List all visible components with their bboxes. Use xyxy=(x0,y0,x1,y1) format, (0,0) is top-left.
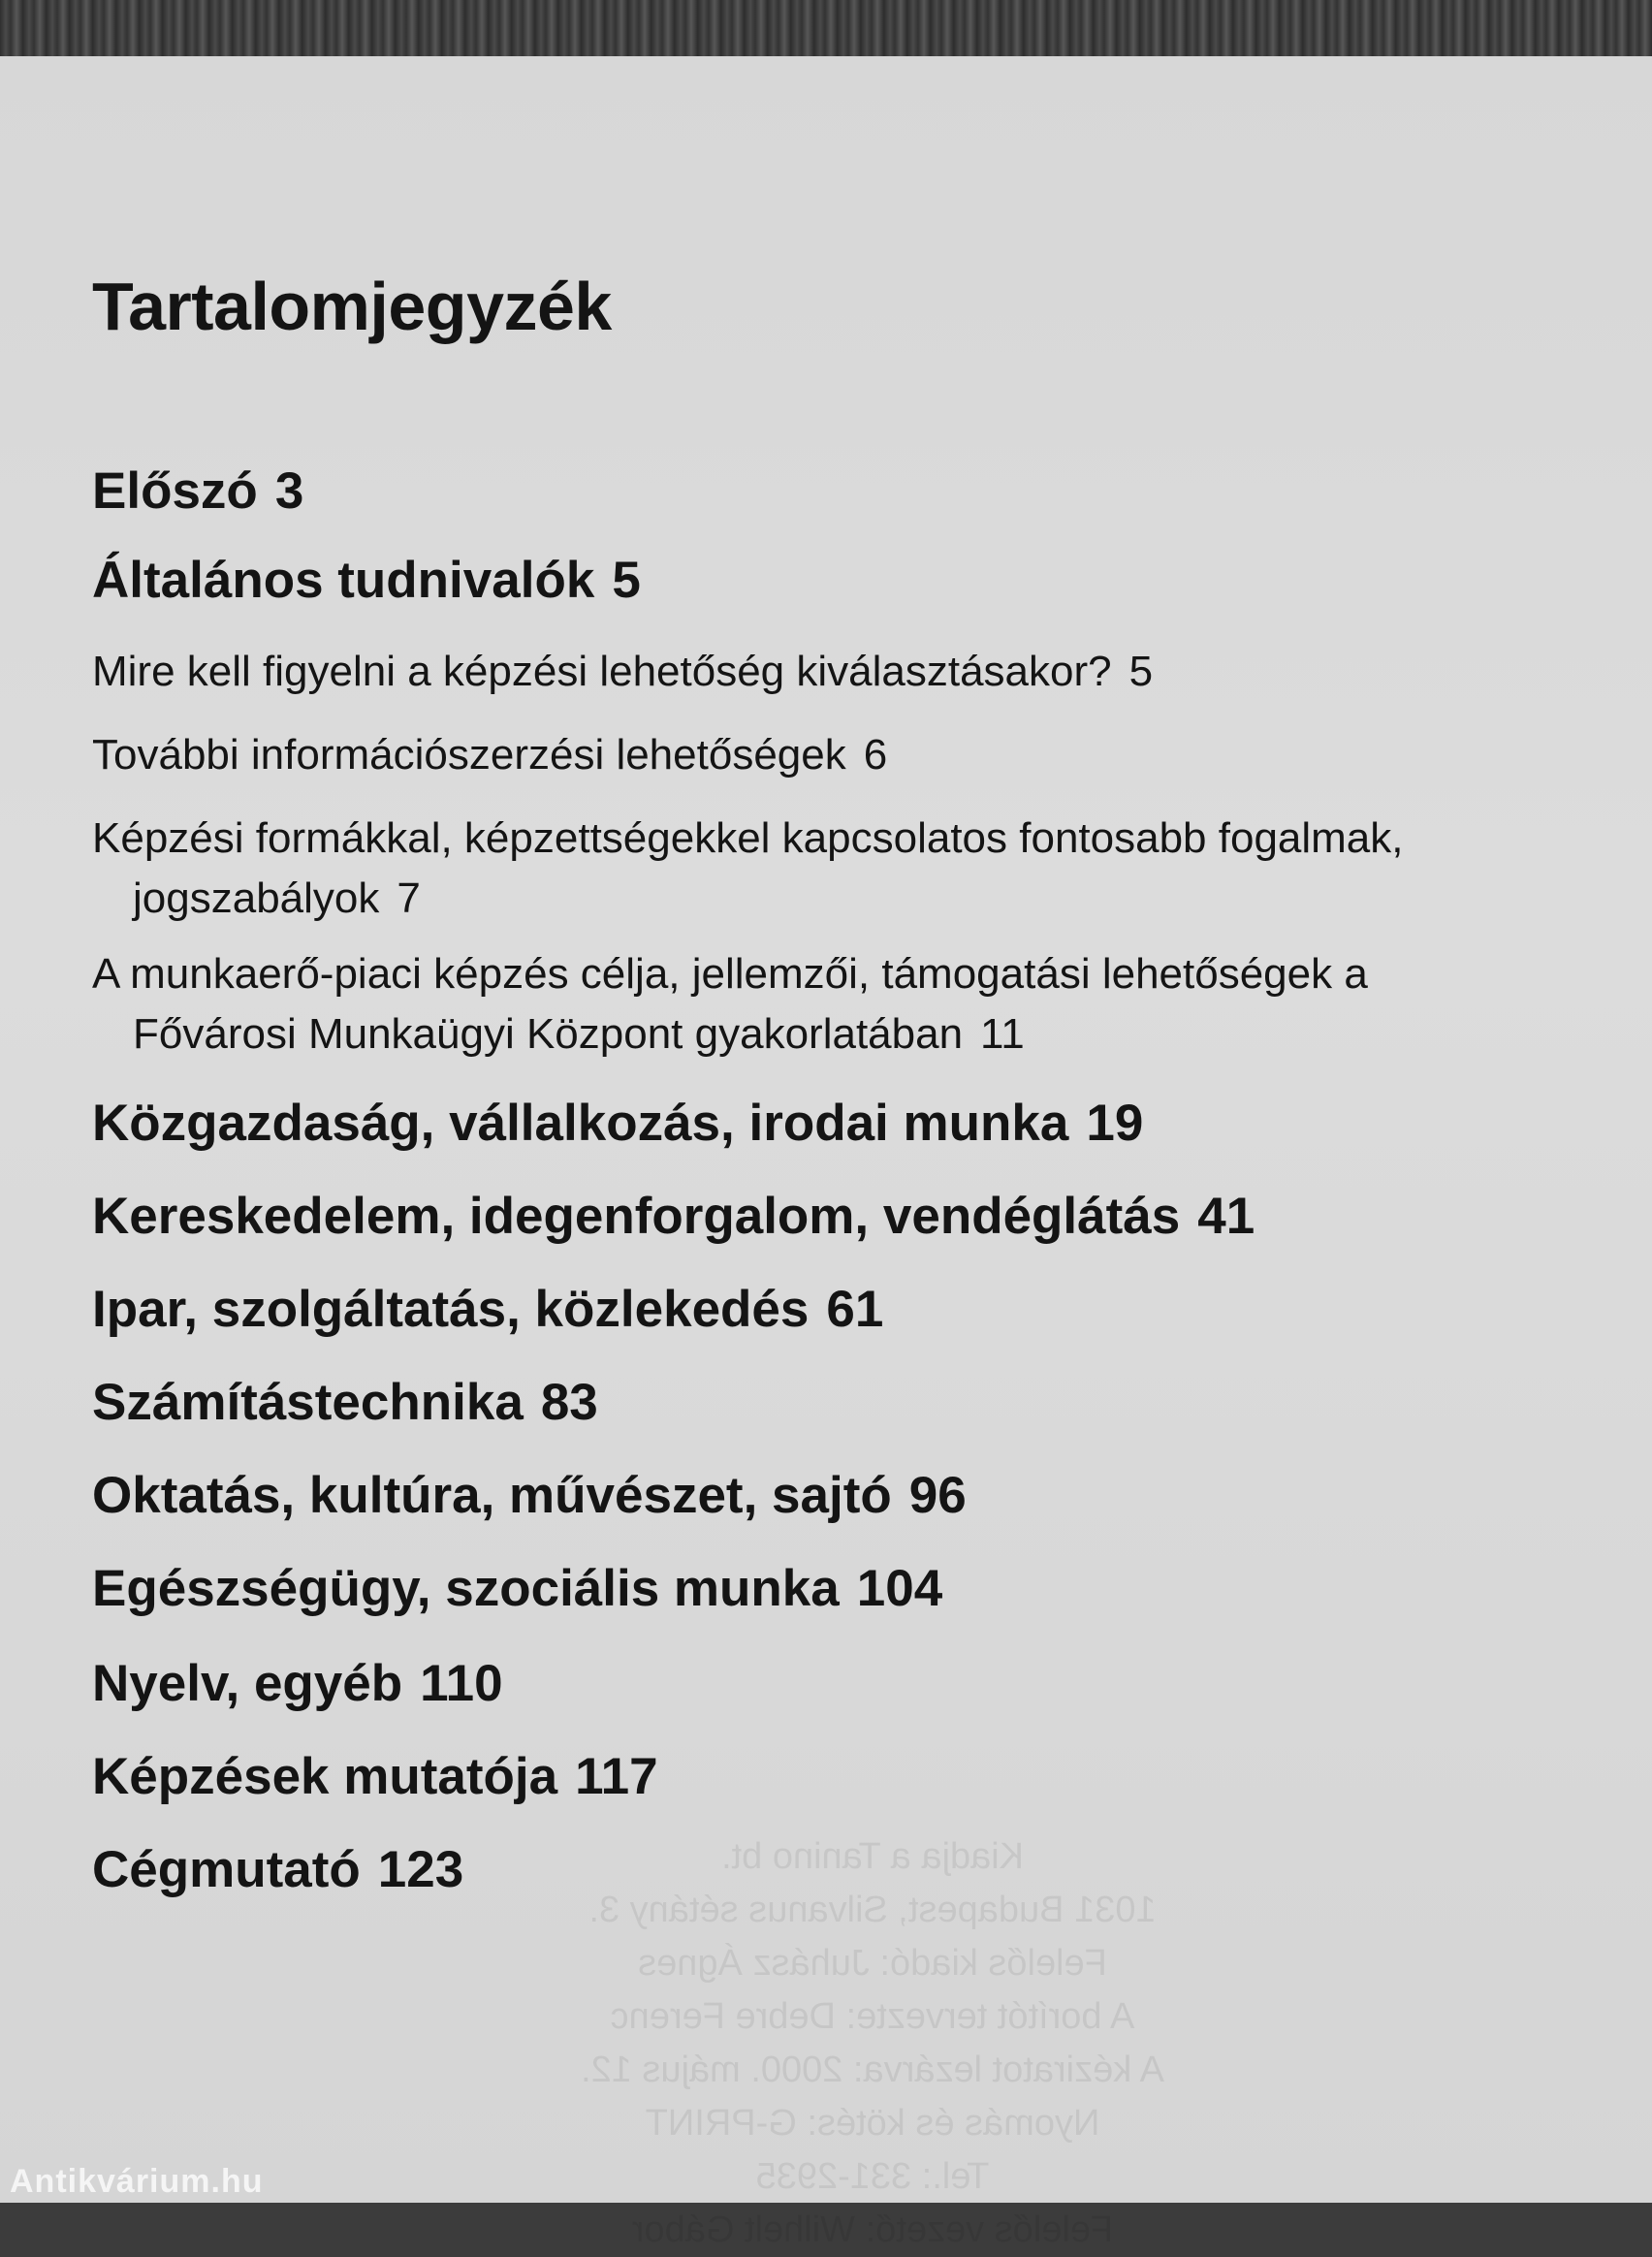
toc-page-number: 110 xyxy=(420,1655,503,1712)
toc-page-number: 7 xyxy=(397,874,421,922)
toc-entry xyxy=(92,1373,598,1432)
toc-page-number: 83 xyxy=(540,1374,598,1431)
toc-entry-title: További információszerzési lehetőségek xyxy=(92,731,846,779)
toc-page-number: 96 xyxy=(908,1467,967,1524)
toc-entry-title: Képzések mutatója xyxy=(92,1748,558,1805)
toc-subentry xyxy=(92,944,1368,1065)
bleed-line: Felelős vezető: Wilhelt Gábor xyxy=(631,2209,1114,2250)
toc-entry-title: Közgazdaság, vállalkozás, irodai munka xyxy=(92,1095,1069,1152)
book-page xyxy=(0,56,1652,2250)
bleed-line: A borítót tervezte: Debre Ferenc xyxy=(610,1996,1135,2037)
toc-entry-title: Kereskedelem, idegenforgalom, vendéglátás xyxy=(92,1188,1181,1245)
toc-page-number: 19 xyxy=(1086,1095,1144,1152)
toc-entry-continuation xyxy=(92,869,421,929)
toc-entry-title: Ipar, szolgáltatás, közlekedés xyxy=(92,1281,810,1338)
toc-entry-title: A munkaerő-piaci képzés célja, jellemzői, támogatási lehetőségek a xyxy=(92,950,1368,998)
toc-entry-title-cont: jogszabályok xyxy=(133,874,380,922)
toc-entry xyxy=(92,1654,503,1713)
toc-page-number: 104 xyxy=(856,1560,943,1617)
bleed-line: A kéziratot lezárva: 2000. május 12. xyxy=(581,2050,1164,2090)
toc-entry-title: Számítástechnika xyxy=(92,1374,524,1431)
toc-page-number: 5 xyxy=(1128,648,1154,695)
bleed-line: 1031 Budapest, Silvanus sétány 3. xyxy=(588,1890,1157,1930)
toc-entry xyxy=(92,1747,658,1806)
toc-entry xyxy=(92,1466,967,1525)
toc-subentry xyxy=(92,642,1153,702)
toc-entry-title: Oktatás, kultúra, művészet, sajtó xyxy=(92,1467,892,1524)
toc-page-number: 41 xyxy=(1197,1188,1255,1245)
toc-page-number: 3 xyxy=(274,462,304,520)
toc-entry xyxy=(92,1840,463,1899)
bleed-line: Kiadja a Tanino bt. xyxy=(721,1836,1024,1877)
bleed-line: Nyomás és kötés: G-PRINT xyxy=(645,2103,1100,2144)
toc-page-number: 117 xyxy=(575,1748,658,1805)
watermark: Antikvárium.hu xyxy=(10,2163,264,2200)
toc-page-number: 6 xyxy=(863,731,888,779)
toc-entry xyxy=(92,1559,942,1618)
page-title: Tartalomjegyzék xyxy=(92,269,612,344)
bleed-line: Tel.: 331-2935 xyxy=(755,2156,990,2197)
toc-page-number: 11 xyxy=(980,1010,1025,1058)
toc-subentry xyxy=(92,725,887,785)
toc-entry-title: Cégmutató xyxy=(92,1841,361,1898)
toc-page-number: 123 xyxy=(377,1841,464,1898)
toc-subentry xyxy=(92,809,1404,929)
toc-page-number: 61 xyxy=(826,1281,884,1338)
toc-entry-continuation xyxy=(92,1004,1025,1065)
toc-entry-title: Nyelv, egyéb xyxy=(92,1655,403,1712)
toc-entry-title: Egészségügy, szociális munka xyxy=(92,1560,840,1617)
bleed-through-text xyxy=(504,1830,1241,2257)
toc-entry xyxy=(92,1187,1255,1246)
toc-entry xyxy=(92,551,641,610)
toc-entry-title: Általános tudnivalók xyxy=(92,552,595,609)
toc-entry-title: Előszó xyxy=(92,462,258,520)
toc-entry xyxy=(92,1094,1143,1153)
toc-entry-title: Mire kell figyelni a képzési lehetőség kiválasztásakor? xyxy=(92,648,1112,695)
toc-page-number: 5 xyxy=(612,552,641,609)
toc-entry xyxy=(92,461,303,521)
bleed-line: Felelős kiadó: Juhász Ágnes xyxy=(638,1943,1107,1984)
toc-entry-title: Képzési formákkal, képzettségekkel kapcsolatos fontosabb fogalmak, xyxy=(92,814,1404,862)
toc-entry xyxy=(92,1280,883,1339)
toc-entry-title-cont: Fővárosi Munkaügyi Központ gyakorlatában xyxy=(133,1010,964,1058)
